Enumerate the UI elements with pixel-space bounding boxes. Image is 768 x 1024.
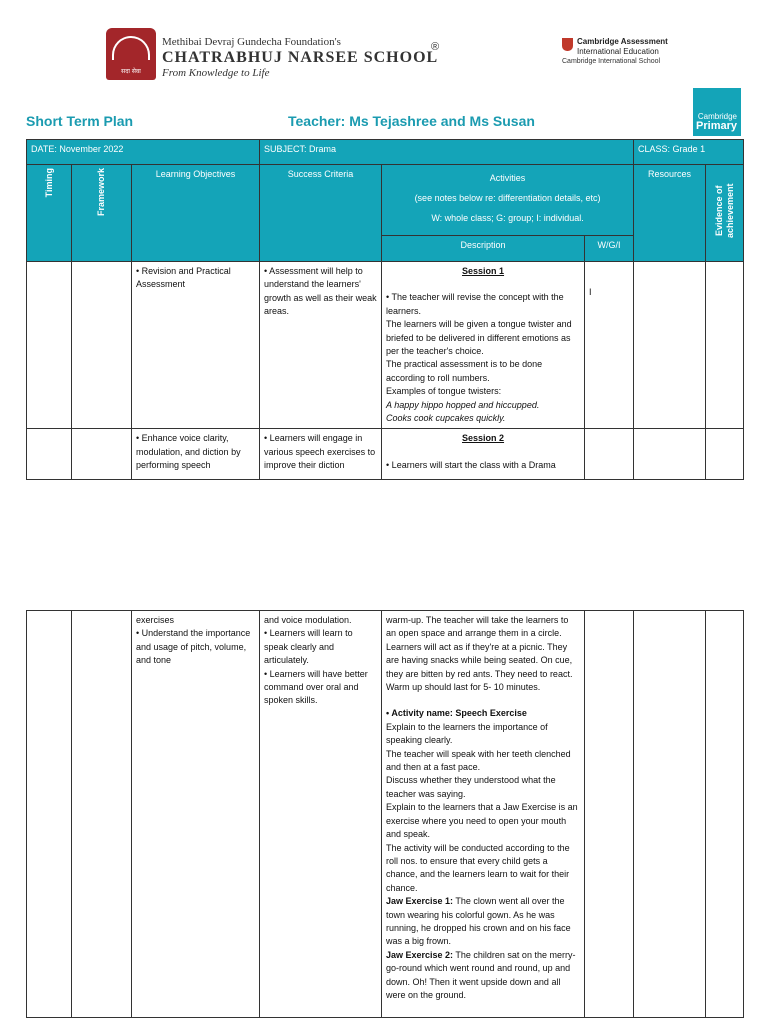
framework-cell: [72, 262, 132, 429]
desc-line: The practical assessment is to be done according to roll numbers.: [386, 359, 543, 383]
evidence-cell: [706, 611, 744, 1018]
evidence-cell: [706, 429, 744, 480]
cambridge-line-2: International Education: [577, 47, 659, 56]
desc-line: warm-up. The teacher will take the learners to an open space and arrange them in a circle. Learners will act as if they're at a picnic. They are having snacks while being seated. On cue, they are bitten by red ants. They need to react.: [386, 615, 573, 679]
framework-header: Framework: [72, 165, 132, 262]
activities-key: W: whole class; G: group; I: individual.: [431, 213, 584, 223]
desc-line: Examples of tongue twisters:: [386, 386, 502, 397]
framework-cell: [72, 429, 132, 480]
timing-cell: [27, 611, 72, 1018]
table-row: [27, 262, 744, 429]
criteria-header: Success Criteria: [260, 165, 382, 262]
class-cell: CLASS: Grade 1: [634, 140, 744, 165]
cambridge-shield-icon: [562, 38, 573, 51]
desc-line: Warm up should last for 5- 10 minutes.: [386, 682, 541, 693]
emblem-text: सदा सेवा: [121, 68, 141, 75]
desc-line: • The teacher will revise the concept with the learners.: [386, 292, 564, 316]
example-line: Cooks cook cupcakes quickly.: [386, 413, 506, 424]
objectives-cell: exercises • Understand the importance and usage of pitch, volume, and tone: [132, 611, 260, 1018]
example-line: A happy hippo hopped and hiccupped.: [386, 399, 540, 410]
activities-note: (see notes below re: differentiation details, etc): [414, 193, 601, 203]
objectives-header: Learning Objectives: [132, 165, 260, 262]
activity-name: • Activity name: Speech Exercise: [386, 708, 527, 719]
cambridge-primary-badge: [693, 88, 741, 136]
resources-cell: [634, 262, 706, 429]
session-title: Session 1: [462, 266, 505, 276]
desc-line: The teacher will speak with her teeth clenched and then at a fast pace.: [386, 748, 571, 773]
registered-mark: ®: [431, 41, 440, 53]
date-cell: DATE: November 2022: [27, 140, 260, 165]
framework-cell: [72, 611, 132, 1018]
cambridge-line-1: Cambridge Assessment: [577, 37, 668, 46]
objectives-cell: • Enhance voice clarity, modulation, and diction by performing speech: [132, 429, 260, 480]
timing-cell: [27, 262, 72, 429]
badge-line-1: Cambridge: [697, 112, 737, 121]
plan-title: Short Term Plan: [26, 113, 134, 129]
page-header: [0, 0, 768, 100]
info-row: [27, 140, 744, 165]
cambridge-line-3: Cambridge International School: [562, 58, 661, 65]
resources-cell: [634, 611, 706, 1018]
criteria-cell: • Assessment will help to understand the learners' growth as well as their weak areas.: [260, 262, 382, 429]
desc-line: Explain to the learners the importance of speaking clearly.: [386, 721, 548, 746]
column-header-row: [27, 165, 744, 236]
evidence-cell: [706, 262, 744, 429]
wgi-cell: [585, 611, 634, 1018]
activities-header: [382, 165, 634, 236]
criteria-cell: • Learners will engage in various speech exercises to improve their diction: [260, 429, 382, 480]
desc-line: Explain to the learners that a Jaw Exercise is an exercise where you need to open your mouth and speak.: [386, 802, 578, 840]
desc-line: The activity will be conducted according to the roll nos. to ensure that every child gets a chance, and the learners learn to wait for their chance.: [386, 842, 570, 893]
session-title: Session 2: [462, 433, 505, 444]
school-tagline: From Knowledge to Life: [162, 67, 270, 79]
school-name: CHATRABHUJ NARSEE SCHOOL: [162, 49, 439, 66]
resources-cell: [634, 429, 706, 480]
plan-table-continued: [26, 610, 744, 1018]
evidence-header: Evidence of achievement: [706, 165, 744, 262]
description-header: Description: [382, 236, 585, 262]
description-cell: [382, 611, 585, 1018]
foundation-name: Methibai Devraj Gundecha Foundation's: [162, 36, 341, 48]
jaw-exercise-2: Jaw Exercise 2: The children sat on the merry-go-round which went round and round, up and down. Oh! Then it went upside down and all were on the ground.: [386, 949, 576, 1000]
activities-title: Activities: [489, 173, 526, 183]
desc-line: The learners will be given a tongue twister and briefed to be delivered in different emotions as per the teacher's choice.: [386, 319, 572, 357]
school-emblem-icon: [106, 28, 156, 80]
plan-table: [26, 139, 744, 480]
badge-line-2: Primary: [696, 120, 737, 132]
desc-line: • Learners will start the class with a Drama: [386, 459, 556, 470]
wgi-header: W/G/I: [585, 236, 634, 262]
wgi-cell: I: [585, 262, 634, 429]
criteria-cell: and voice modulation. • Learners will learn to speak clearly and articulately. • Learners will have better command over oral and spoken skills.: [260, 611, 382, 1018]
teacher-line: Teacher: Ms Tejashree and Ms Susan: [288, 113, 535, 129]
desc-line: Discuss whether they understood what the teacher was saying.: [386, 775, 556, 799]
description-cell: [382, 429, 585, 480]
table-row: [27, 611, 744, 1018]
resources-header: Resources: [634, 165, 706, 262]
subject-cell: SUBJECT: Drama: [260, 140, 634, 165]
objectives-cell: • Revision and Practical Assessment: [132, 262, 260, 429]
table-row: [27, 429, 744, 480]
timing-header: Timing: [27, 165, 72, 262]
timing-cell: [27, 429, 72, 480]
description-cell: [382, 262, 585, 429]
wgi-cell: [585, 429, 634, 480]
jaw-exercise-1: Jaw Exercise 1: The clown went all over the town wearing his colorful gown. As he was running, he dropped his crown and on his face was a big frown.: [386, 896, 571, 947]
